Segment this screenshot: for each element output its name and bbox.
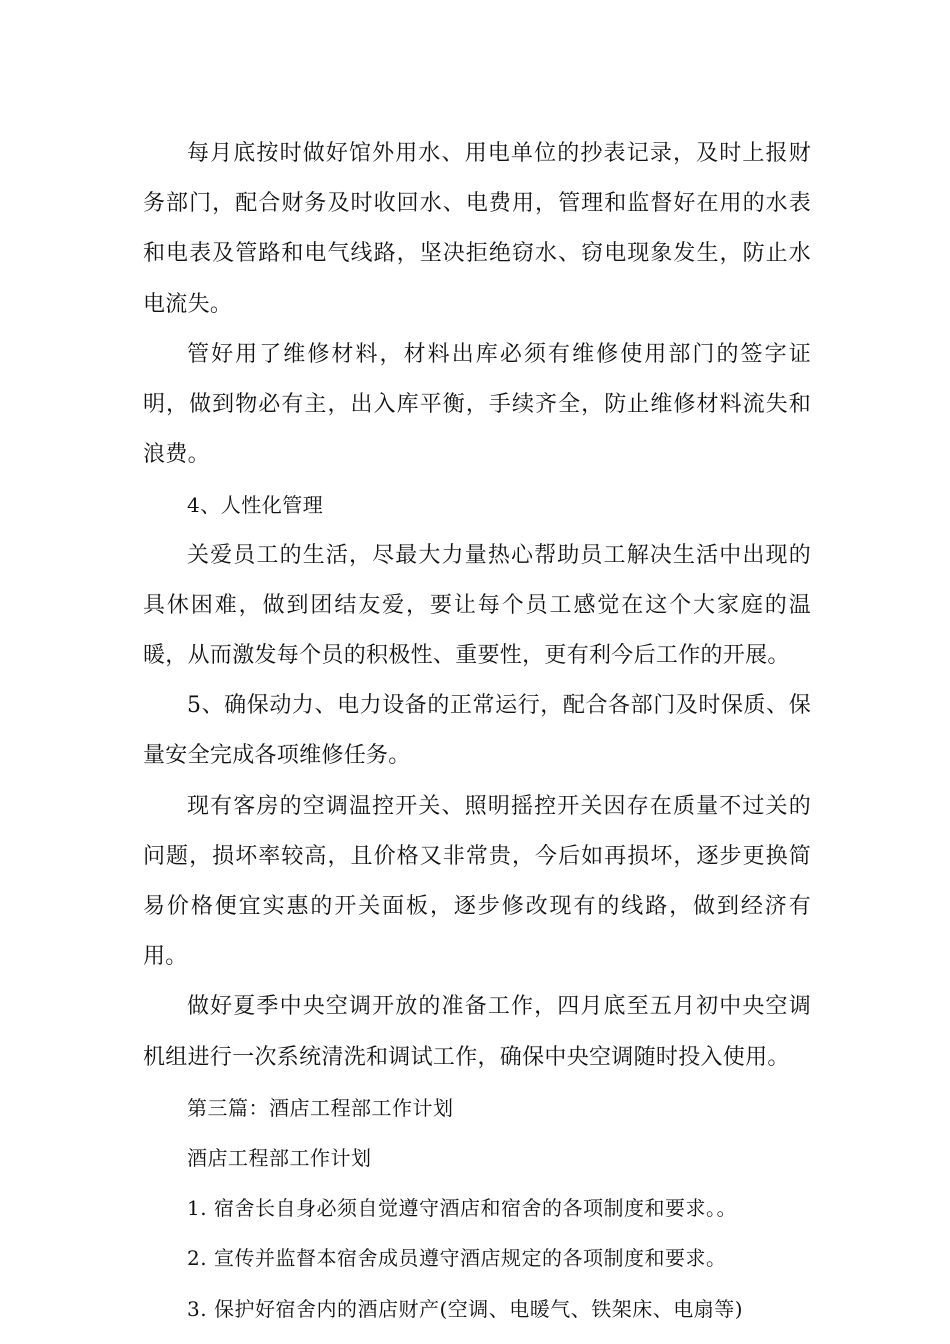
section-heading-humanized-management: 4、人性化管理 <box>187 493 324 518</box>
paragraph-materials: 管好用了维修材料，材料出库必须有维修使用部门的签字证明，做到物必有主，出入库平衡，手续齐全，防止维修材料流失和浪费。 <box>143 341 811 468</box>
list-item-3: 3. 保护好宿舍内的酒店财产(空调、电暖气、铁架床、电扇等) <box>187 1296 744 1321</box>
paragraph-central-ac: 做好夏季中央空调开放的准备工作，四月底至五月初中央空调机组进行一次系统清洗和调试工作，确保中央空调随时投入使用。 <box>143 994 811 1070</box>
document-body <box>143 129 811 1334</box>
document-subtitle: 酒店工程部工作计划 <box>187 1146 372 1171</box>
chapter-title: 第三篇：酒店工程部工作计划 <box>187 1095 454 1120</box>
paragraph-employee-care: 关爱员工的生活，尽最大力量热心帮助员工解决生活中出现的具休困难，做到团结友爱，要让每个员工感觉在这个大家庭的温暖，从而激发每个员的积极性、重要性，更有利今后工作的开展。 <box>143 542 811 669</box>
list-item-2: 2. 宣传并监督本宿舍成员遵守酒店规定的各项制度和要求。 <box>187 1246 727 1271</box>
list-item-1: 1. 宿舍长自身必须自觉遵守酒店和宿舍的各项制度和要求。。 <box>187 1196 737 1221</box>
paragraph-room-switches: 现有客房的空调温控开关、照明摇控开关因存在质量不过关的问题，损坏率较高，且价格又非常贵，今后如再损坏，逐步更换简易价格便宜实惠的开关面板，逐步修改现有的线路，做到经济有用。 <box>143 793 811 970</box>
paragraph-equipment-operation: 5、确保动力、电力设备的正常运行，配合各部门及时保质、保量安全完成各项维修任务。 <box>143 693 811 769</box>
paragraph-meter-reading: 每月底按时做好馆外用水、用电单位的抄表记录，及时上报财务部门，配合财务及时收回水、电费用，管理和监督好在用的水表和电表及管路和电气线路，坚决拒绝窃水、窃电现象发生，防止水电流失。 <box>143 141 811 317</box>
